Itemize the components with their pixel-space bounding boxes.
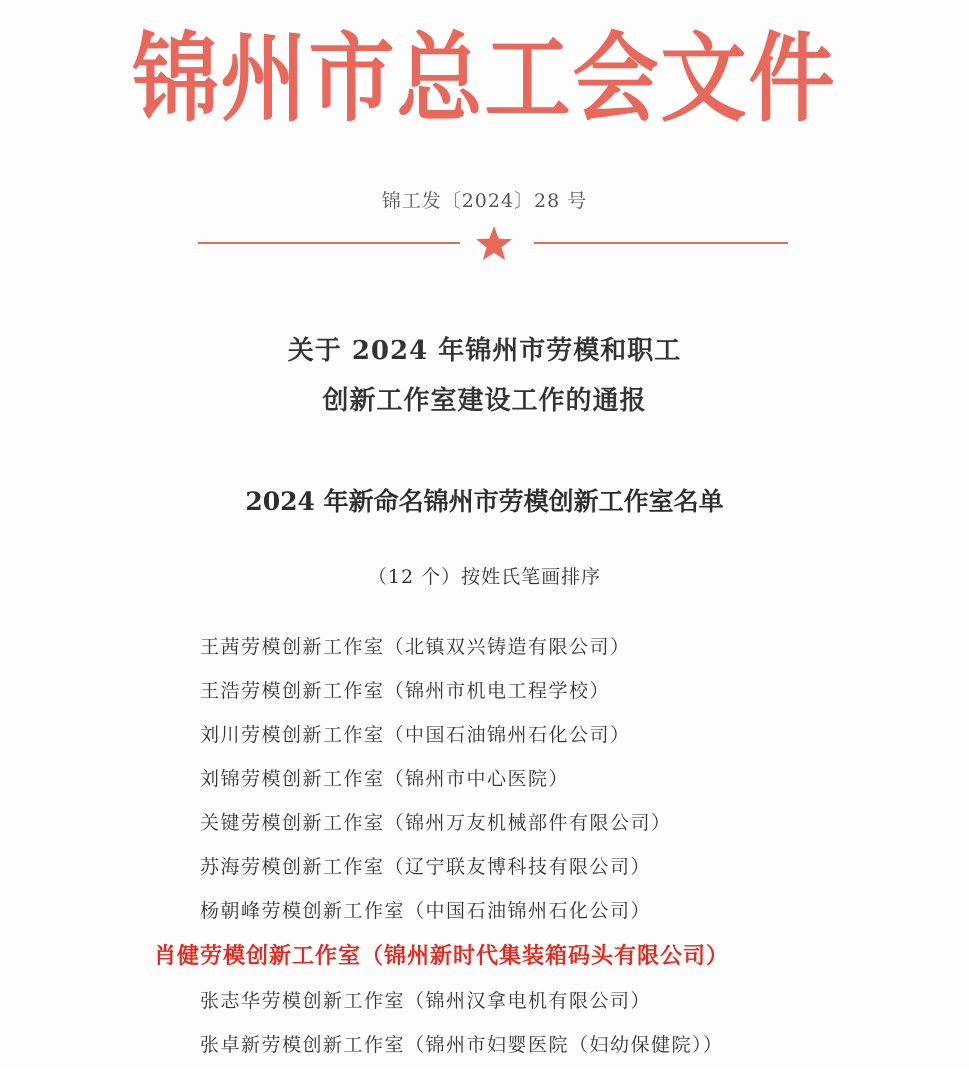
- list-item: 张卓新劳模创新工作室（锦州市妇婴医院（妇幼保健院））: [200, 1034, 724, 1056]
- list-item: 张志华劳模创新工作室（锦州汉拿电机有限公司）: [200, 990, 652, 1012]
- list-item: 苏海劳模创新工作室（辽宁联友博科技有限公司）: [200, 856, 652, 878]
- sort-note: （12 个）按姓氏笔画排序: [367, 566, 602, 588]
- list-item: 王茜劳模创新工作室（北镇双兴铸造有限公司）: [200, 636, 631, 658]
- list-title: 2024 年新命名锦州市劳模创新工作室名单: [245, 487, 724, 516]
- divider-left: [198, 242, 460, 244]
- masthead-title: 锦州市总工会文件: [132, 23, 837, 136]
- list-item: 刘川劳模创新工作室（中国石油锦州石化公司）: [200, 724, 631, 746]
- document-number: 锦工发〔2024〕28 号: [381, 190, 588, 212]
- list-item: 王浩劳模创新工作室（锦州市机电工程学校）: [200, 680, 611, 702]
- notice-title-line1: 关于 2024 年锦州市劳模和职工: [287, 336, 682, 366]
- notice-title-line2: 创新工作室建设工作的通报: [322, 386, 647, 416]
- list-item: 关键劳模创新工作室（锦州万友机械部件有限公司）: [200, 812, 672, 834]
- star-icon: [474, 224, 514, 264]
- list-item: 杨朝峰劳模创新工作室（中国石油锦州石化公司）: [200, 900, 652, 922]
- divider-right: [534, 242, 788, 244]
- highlighted-list-item: 肖健劳模创新工作室（锦州新时代集装箱码头有限公司）: [154, 944, 730, 969]
- studio-list: [154, 632, 940, 1074]
- list-item: 刘锦劳模创新工作室（锦州市中心医院）: [200, 768, 570, 790]
